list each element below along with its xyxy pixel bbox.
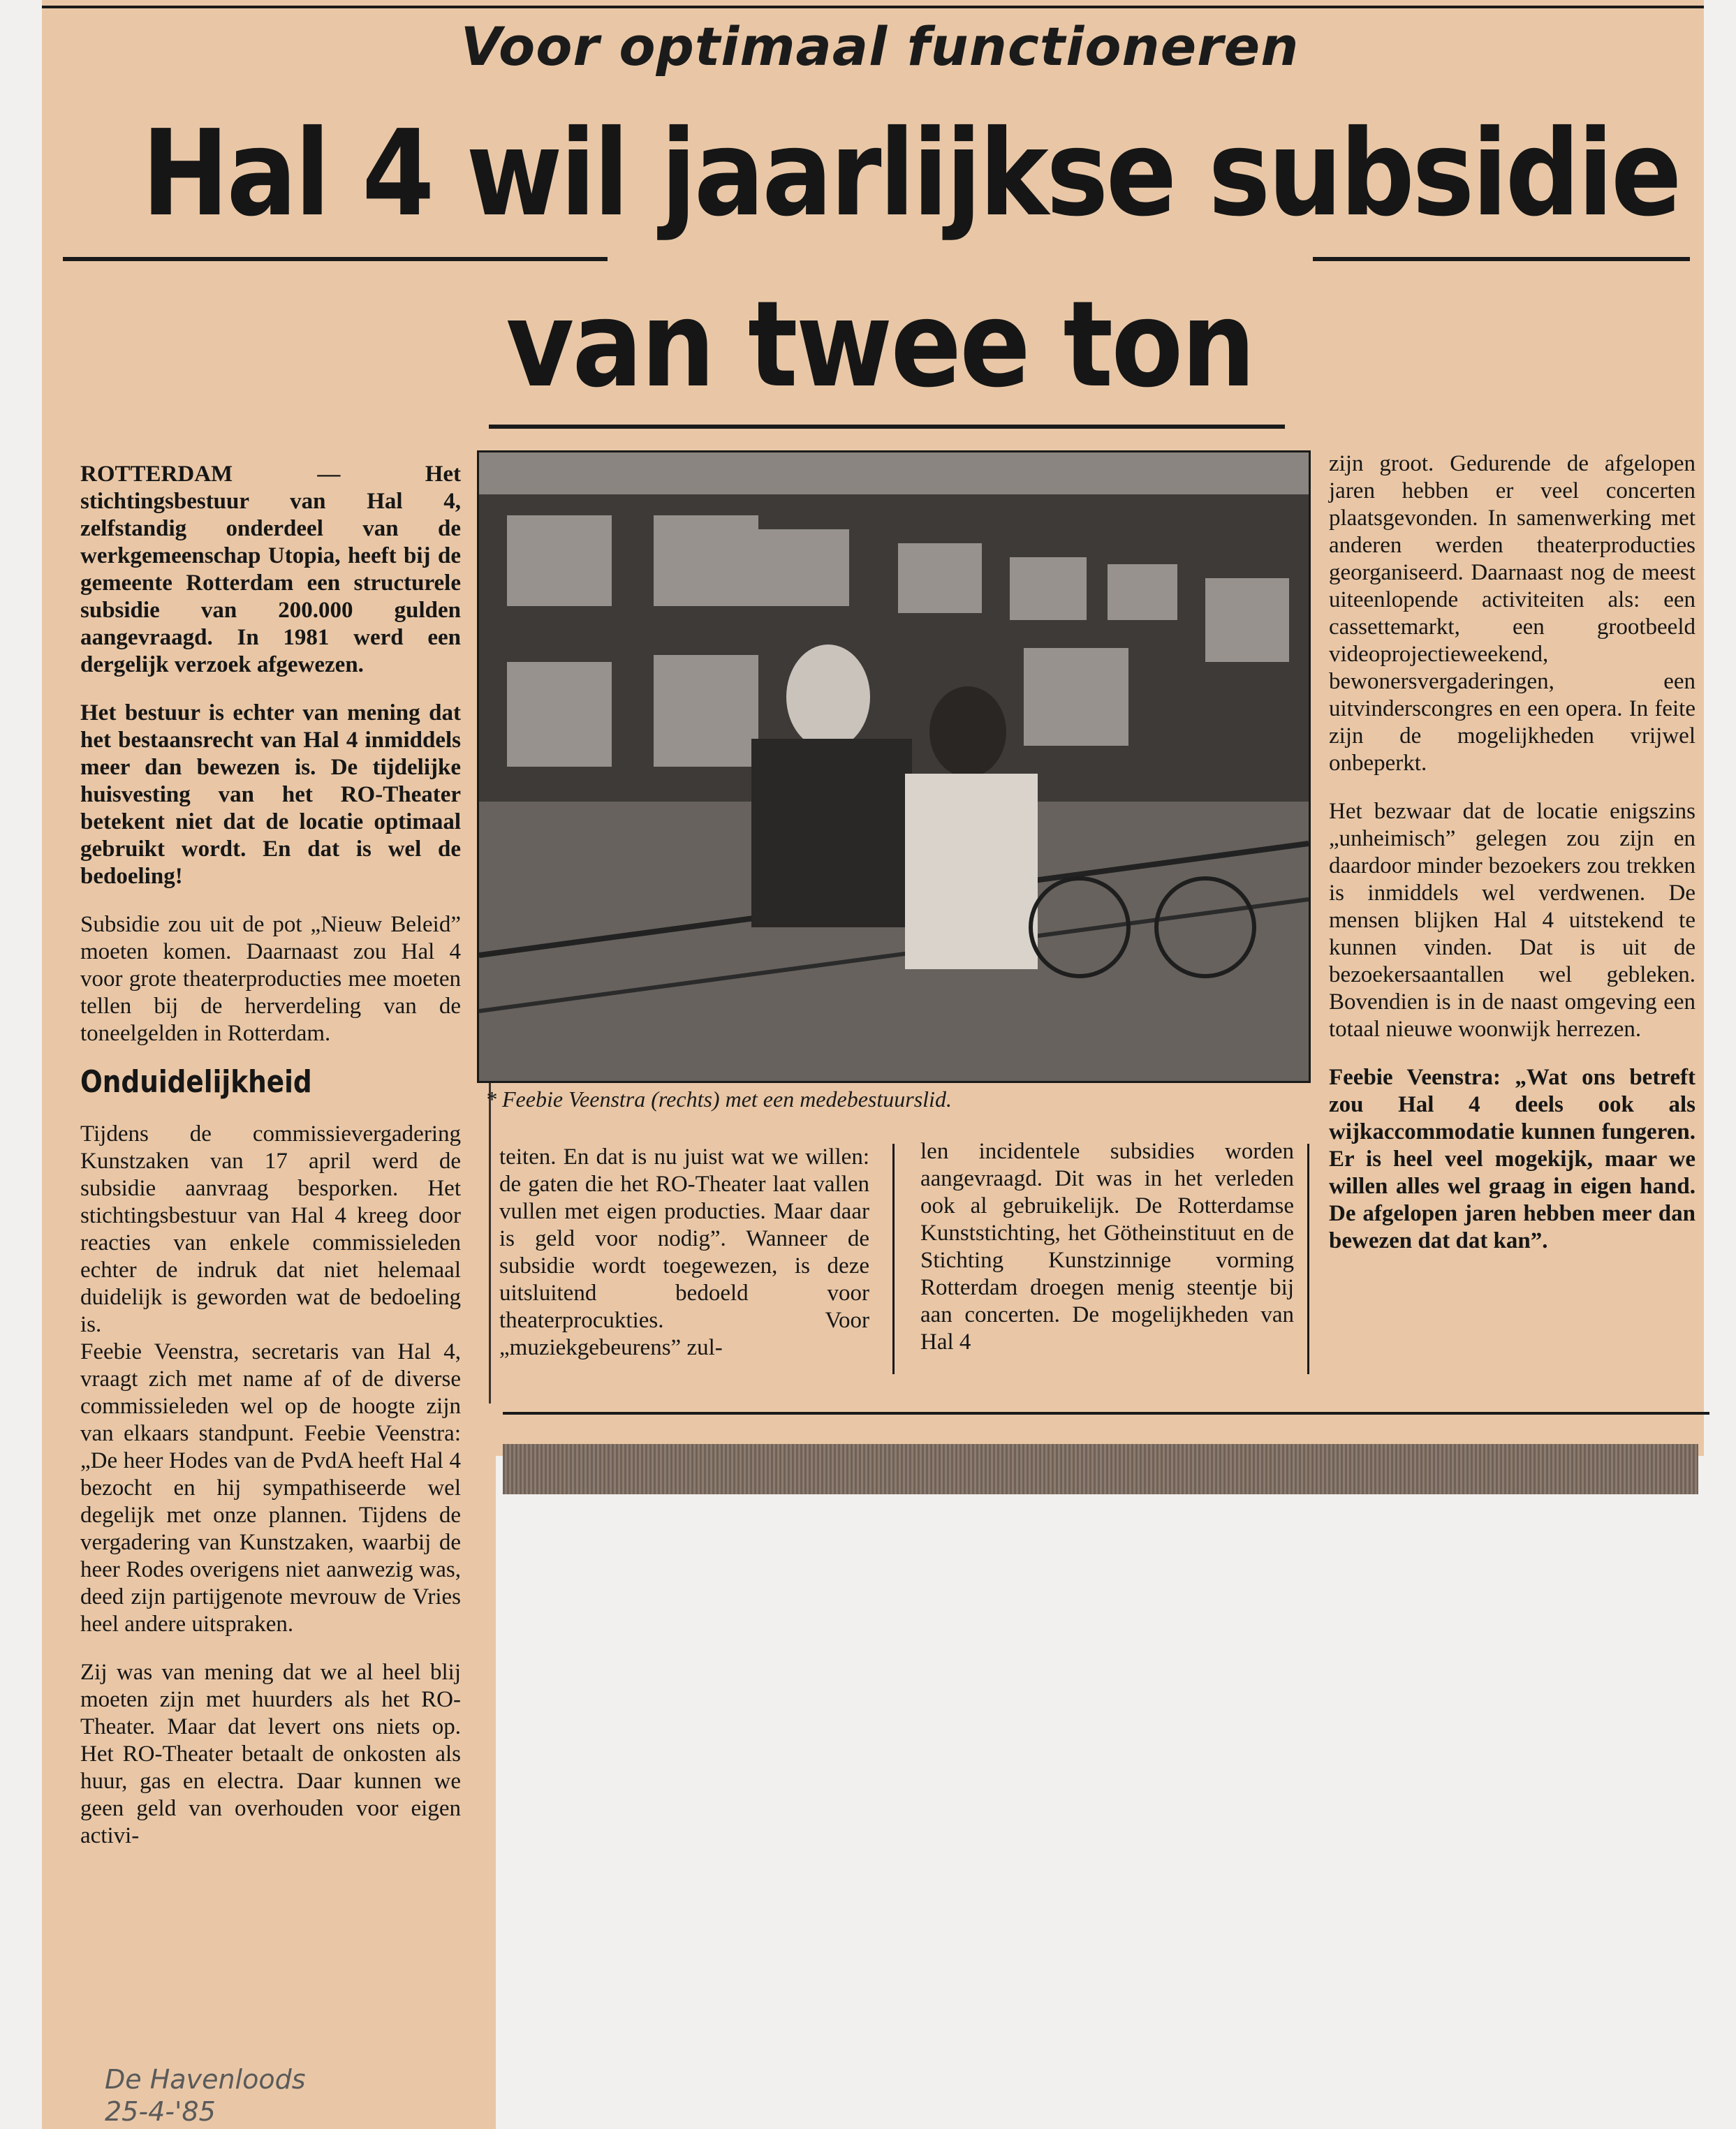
column-3-text: len incidentele subsidies worden aangevraagd. Dit was in het verleden ook al gebruikelijk. De Rotterdamse Kunststichting, het Götheinstituut en de Stichting Kunstzinnige vorming Rotterdam droegen menig steentje bij aan concerten. De mogelijkheden van Hal 4 [920,1139,1294,1355]
lead-paragraph: ROTTERDAM — Het stichtingsbestuur van Hal 4, zelfstandig onderdeel van de werkgemeenschap Utopia, heeft bij de gemeente Rotterdam een structurele subsidie van 200.000 gulden aangevraagd. In 1981 werd een dergelijk verzoek afgewezen. [80,462,461,677]
bottom-rule [503,1412,1709,1415]
column-2 [499,1144,869,1383]
column-3 [920,1138,1294,1377]
paragraph-4: Tijdens de commissievergadering Kunstzaken van 17 april werd de subsidie aanvraag besporken. Het stichtingsbestuur van Hal 4 kreeg door reacties van enkele commissieleden echter de indruk dat niet helemaal duidelijk is geworden wat de bedoeling is. [80,1121,461,1337]
article-photo [477,450,1311,1083]
headline-underline-left [63,257,608,261]
paragraph-6: Zij was van mening dat we al heel blij moeten zijn met huurders als het RO-Theater. Maar dat levert ons niets op. Het RO-Theater betaalt de onkosten als huur, gas en electra. Daar kunnen we geen geld van overhouden voor eigen activi- [80,1660,461,1848]
headline-line-2: van twee ton [506,276,1254,414]
headline-underline-bottom [489,425,1285,429]
gray-band [503,1444,1698,1494]
photo-illustration [479,452,1309,1081]
column-divider-2 [892,1144,895,1374]
handwritten-date: 25-4-'85 [105,2096,216,2127]
column-4-paragraph-3: Feebie Veenstra: „Wat ons betreft zou Hal 4 deels ook als wijkaccommodatie kunnen fungeren. Er is heel veel mogekijk, maar we willen alles wel graag in eigen hand. De afgelopen jaren hebben meer dan bewezen dat dat kan”. [1329,1065,1695,1253]
column-4-paragraph-1: zijn groot. Gedurende de afgelopen jaren hebben er veel concerten plaatsgevonden. In samenwerking met anderen werden theaterproducties georganiseerd. Daarnaast nog de meest uiteenlopende activiteiten als: een cassettemarkt, een grootbeeld videoprojectieweekend, bewonersvergaderingen, een uitvinderscongres en een opera. In feite zijn de mogelijkheden vrijwel onbeperkt. [1329,451,1695,776]
paragraph-3: Subsidie zou uit de pot „Nieuw Beleid” moeten komen. Daarnaast zou Hal 4 voor grote theaterproducties mee moeten tellen bij de herverdeling van de toneelgelden in Rotterdam. [80,912,461,1046]
top-rule [42,6,1704,8]
column-divider-3 [1307,1144,1309,1374]
paragraph-2: Het bestuur is echter van mening dat het bestaansrecht van Hal 4 inmiddels meer dan bewezen is. De tijdelijke huisvesting van het RO-Theater betekent niet dat de locatie optimaal gebruikt wordt. En dat is wel de bedoeling! [80,700,461,889]
column-2-text: teiten. En dat is nu juist wat we willen: de gaten die het RO-Theater laat vallen vullen met eigen producties. Maar daar is geld voor nodig”. Wanneer de subsidie wordt toegewezen, is deze uitsluitend bedoeld voor theaterprocukties. Voor „muziekgebeurens” zul- [499,1144,869,1360]
kicker: Voor optimaal functioneren [460,15,1300,78]
column-4-paragraph-2: Het bezwaar dat de locatie enigszins „unheimisch” gelegen zou zijn en daardoor minder bezoekers zou trekken is inmiddels wel verdwenen. De mensen blijken Hal 4 uitstekend te kunnen vinden. Dat is uit de bezoekersaantallen wel gebleken. Bovendien is in de naast omgeving een totaal nieuwe woonwijk herrezen. [1329,799,1695,1042]
column-4 [1329,450,1695,1276]
subheading: Onduidelijkheid [80,1064,312,1100]
photo-caption: * Feebie Veenstra (rechts) met een medebestuurslid. [485,1086,952,1112]
column-1 [80,461,461,1871]
headline-underline-right [1313,257,1690,261]
headline-line-1: Hal 4 wil jaarlijkse subsidie [141,105,1679,243]
handwritten-source-note [105,2063,306,2128]
paragraph-5: Feebie Veenstra, secretaris van Hal 4, vraagt zich met name af of de diverse commissieleden wel op de hoogte zijn van elkaars standpunt. Feebie Veenstra: „De heer Hodes van de PvdA heeft Hal 4 bezocht en hij sympathiseerde wel degelijk met onze plannen. Tijdens de vergadering van Kunstzaken, waarbij de heer Rodes overigens niet aanwezig was, deed zijn partijgenote mevrouw de Vries heel andere uitspraken. [80,1339,461,1637]
handwritten-source: De Havenloods [105,2064,306,2095]
